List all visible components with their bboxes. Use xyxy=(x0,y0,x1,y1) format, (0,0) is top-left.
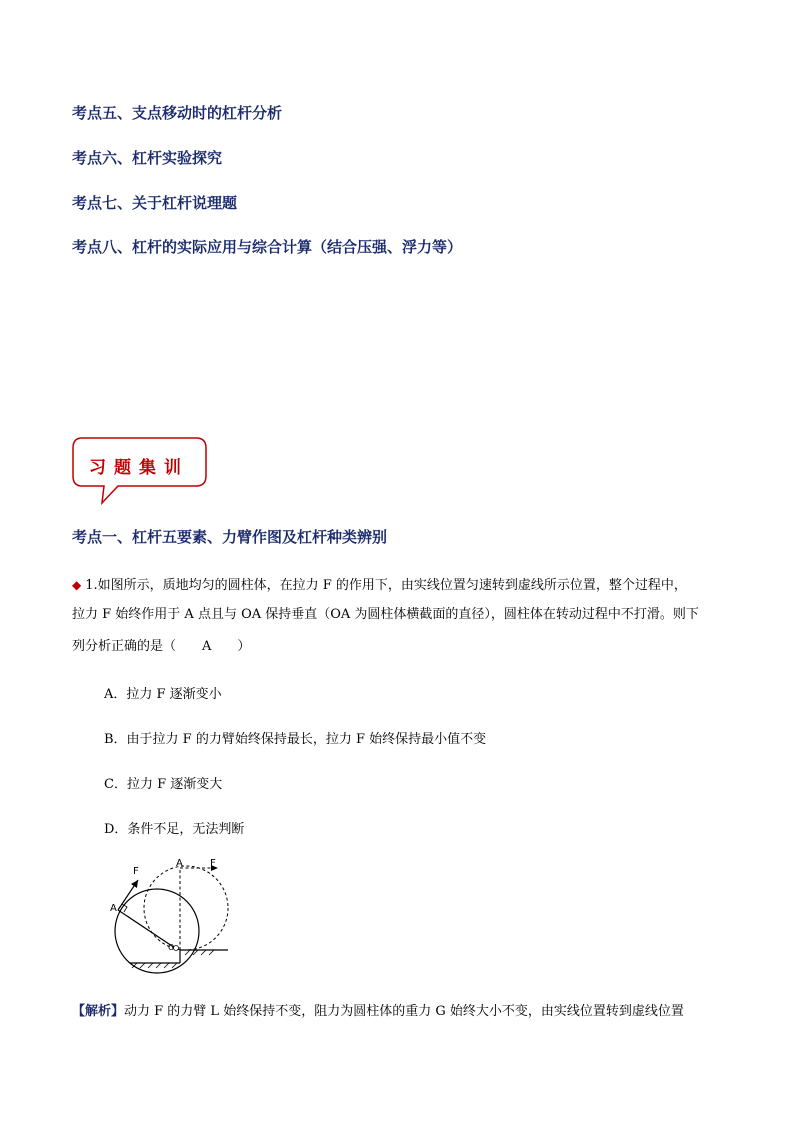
question-text-1: 1.如图所示，质地均匀的圆柱体，在拉力 F 的作用下，由实线位置匀速转到虚线所示位置，整个过程中， xyxy=(85,578,687,593)
topic-heading-7: 考点七、关于杠杆说理题 xyxy=(72,194,238,212)
cylinder-lever-figure xyxy=(110,856,240,974)
question-line-2: 拉力 F 始终作用于 A 点且与 OA 保持垂直（OA 为圆柱体横截面的直径），圆柱体在转动过程中不打滑。则下 xyxy=(72,607,699,622)
analysis-tag: 【解析】 xyxy=(72,1004,125,1019)
option-d: D．条件不足，无法判断 xyxy=(104,822,245,837)
solid-cylinder xyxy=(115,889,199,973)
label-f-left: F xyxy=(133,866,139,877)
arrowhead-left-icon xyxy=(131,880,138,888)
dashed-cylinder xyxy=(144,866,228,950)
option-c: C．拉力 F 逐渐变大 xyxy=(104,777,223,792)
label-a-top: A xyxy=(176,858,183,869)
topic-heading-5: 考点五、支点移动时的杠杆分析 xyxy=(72,104,283,122)
right-angle-mark xyxy=(122,904,127,912)
topic-heading-1: 考点一、杠杆五要素、力臂作图及杠杆种类辨别 xyxy=(72,528,388,546)
section-callout xyxy=(72,437,212,509)
label-o: O xyxy=(168,943,175,952)
step-hatch xyxy=(185,950,214,955)
topic-heading-8: 考点八、杠杆的实际应用与综合计算（结合压强、浮力等） xyxy=(72,238,463,256)
option-b: B．由于拉力 F 的力臂始终保持最长，拉力 F 始终保持最小值不变 xyxy=(104,732,487,747)
ground-hatch xyxy=(132,963,177,968)
question-line-1 xyxy=(72,576,687,595)
diamond-bullet-icon: ◆ xyxy=(72,578,82,592)
analysis-line xyxy=(72,1000,684,1019)
analysis-text: 动力 F 的力臂 L 始终保持不变，阻力为圆柱体的重力 G 始终大小不变，由实线位置转到虚线位置 xyxy=(124,1004,684,1019)
label-a-left: A xyxy=(110,903,117,914)
question-line-3: 列分析正确的是（ A ） xyxy=(72,639,251,654)
topic-heading-6: 考点六、杠杆实验探究 xyxy=(72,149,223,167)
label-f-right: F xyxy=(210,858,216,869)
section-label: 习题集训 xyxy=(89,458,189,478)
option-a: A．拉力 F 逐渐变小 xyxy=(104,687,222,702)
